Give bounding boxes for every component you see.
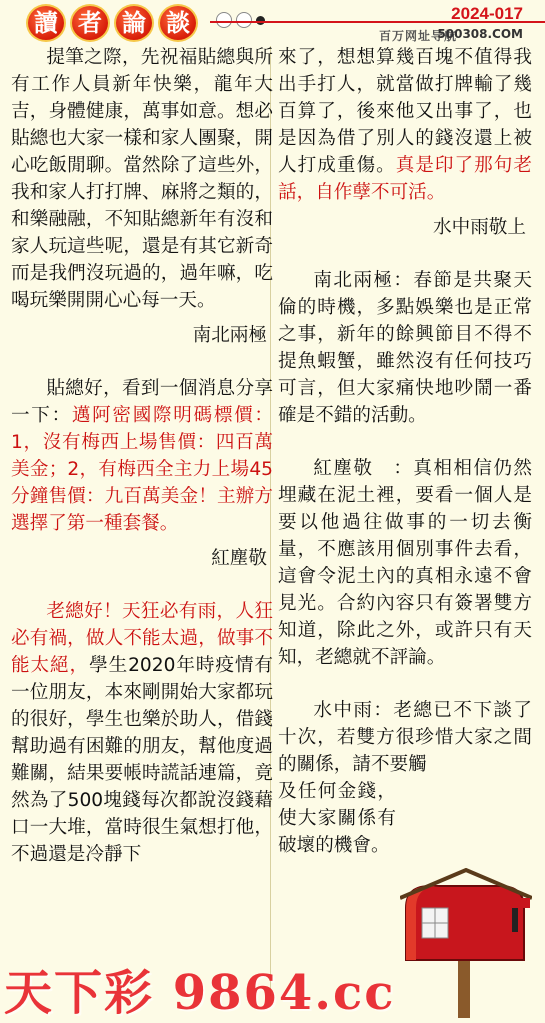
reply-continued — [278, 778, 396, 859]
site-name: 百万网址导航 — [378, 29, 457, 43]
page-header — [0, 0, 545, 44]
dot-icon — [256, 16, 265, 25]
circle-icon — [216, 12, 232, 28]
reply-paragraph — [278, 455, 532, 671]
watermark: 天下彩 9864.cc — [4, 965, 396, 1021]
paragraph-text: 來了，想想算幾百塊不值得我出手打人，就當做打牌輸了幾百算了，後來他又出事了，也是因為借了別人的錢沒還上被人打成重傷。 — [278, 47, 532, 176]
letter-paragraph — [11, 598, 273, 868]
decorative-dots — [216, 12, 265, 28]
paragraph-text: 水中雨：老總已不下談了十次，若雙方很珍惜大家之間的關係，請不要觸 — [278, 700, 532, 775]
reply-paragraph — [278, 697, 532, 778]
reply-paragraph — [278, 267, 532, 429]
paragraph-text: 南北兩極：春節是共聚天倫的時機，多點娛樂也是正常之事，新年的餘興節目不得不提魚蝦蟹，雖然沒有任何技巧可言，但大家痛快地吵鬧一番確是不錯的活動。 — [278, 270, 532, 426]
paragraph-text: 提筆之際，先祝福貼總與所有工作人員新年快樂，龍年大吉，身體健康，萬事如意。想必貼總也大家一樣和家人團聚，開心吃飯閒聊。當然除了這些外，我和家人打打牌、麻將之類的，和樂融融，不知貼總新年有沒和家人玩這些呢，還是有其它新奇而是我們沒玩過的，過年嘛，吃喝玩樂開開心心每一天。 — [11, 47, 273, 311]
title-char: 談 — [158, 4, 198, 42]
right-column — [278, 44, 532, 859]
letter-paragraph — [11, 375, 273, 537]
section-title — [26, 4, 198, 42]
signature: 南北兩極 — [192, 325, 267, 346]
paragraph-text: 學生2020年時疫情有一位朋友，本來剛開始大家都玩的很好，學生也樂於助人，借錢幫助過有困難的朋友，幫他度過難關，結果要帳時謊話連篇，竟然為了500塊錢每次都說沒錢藉口一大堆，當時很生氣想打他，不過還是冷靜下 — [11, 655, 273, 865]
mailbox-icon — [400, 868, 532, 1018]
left-column — [11, 44, 273, 868]
highlight-text: 老總好！天狂必有雨，人狂必有禍，做人不能太過，做事不能太絕， — [11, 601, 273, 676]
letter-paragraph — [278, 44, 532, 206]
title-char: 讀 — [26, 4, 66, 42]
paragraph-text: 紅塵敬 ：真相相信仍然埋藏在泥土裡，要看一個人是要以他過往做事的一切去衡量，不應該用個別事件去看，這會令泥土內的真相永遠不會見光。合約內容只有簽署雙方知道，除此之外，或許只有天知，老總就不評論。 — [278, 458, 532, 668]
signature: 水中雨敬上 — [433, 217, 526, 238]
paragraph-text: 及任何金錢，使大家關係有破壞的機會。 — [278, 781, 396, 856]
site-url: 500308.COM — [437, 27, 523, 41]
highlight-text: 邁阿密國際明碼標價：1，沒有梅西上場售價：四百萬美金；2，有梅西全主力上場45分鐘售價：九百萬美金！主辦方選擇了第一種套餐。 — [11, 405, 273, 534]
title-char: 論 — [114, 4, 154, 42]
paragraph-text: 貼總好，看到一個消息分享一下： — [11, 378, 273, 426]
signature: 紅塵敬 — [211, 548, 267, 569]
letter-paragraph — [11, 44, 273, 314]
title-char: 者 — [70, 4, 110, 42]
issue-number: 2024-017 — [451, 4, 523, 23]
circle-icon — [236, 12, 252, 28]
highlight-text: 真是印了那句老話，自作孽不可活。 — [278, 155, 532, 203]
